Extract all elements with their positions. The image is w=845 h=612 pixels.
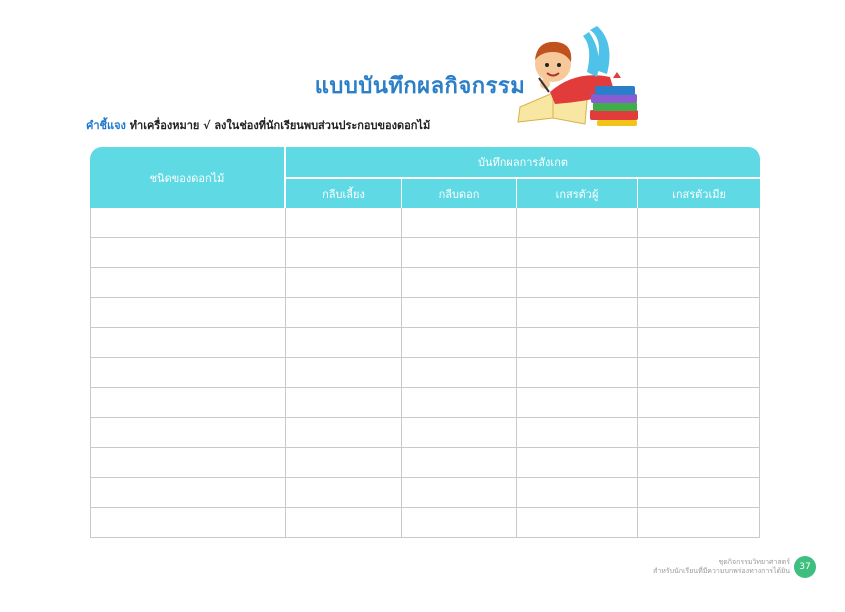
flower-type-cell[interactable]	[90, 298, 286, 328]
table-row	[90, 238, 760, 268]
flower-type-cell[interactable]	[90, 328, 286, 358]
page-title: แบบบันทึกผลกิจกรรม	[314, 74, 526, 99]
checkmark-cell[interactable]	[517, 418, 638, 448]
checkmark-cell[interactable]	[638, 418, 760, 448]
flower-type-cell[interactable]	[90, 478, 286, 508]
checkmark-cell[interactable]	[286, 208, 402, 238]
page-number-badge: 37	[794, 556, 816, 578]
flower-type-cell[interactable]	[90, 268, 286, 298]
checkmark-cell[interactable]	[517, 328, 638, 358]
footer-text	[653, 558, 790, 576]
checkmark-cell[interactable]	[517, 478, 638, 508]
checkmark-cell[interactable]	[517, 208, 638, 238]
checkmark-cell[interactable]	[638, 358, 760, 388]
checkmark-cell[interactable]	[286, 238, 402, 268]
checkmark-cell[interactable]	[402, 388, 517, 418]
checkmark-cell[interactable]	[638, 268, 760, 298]
instruction-text: ทำเครื่องหมาย √ ลงในช่องที่นักเรียนพบส่วนประกอบของดอกไม้	[129, 119, 431, 132]
checkmark-cell[interactable]	[402, 418, 517, 448]
boy-reading-illustration	[515, 22, 645, 130]
header-observation: บันทึกผลการสังเกต	[286, 147, 760, 179]
footer-book-title: ชุดกิจกรรมวิทยาศาสตร์	[718, 558, 790, 566]
checkmark-cell[interactable]	[286, 358, 402, 388]
flower-type-cell[interactable]	[90, 508, 286, 538]
checkmark-cell[interactable]	[638, 208, 760, 238]
checkmark-cell[interactable]	[517, 508, 638, 538]
table-body	[90, 208, 760, 538]
header-stamen: เกสรตัวผู้	[517, 179, 638, 208]
activity-record-table	[90, 147, 760, 538]
checkmark-cell[interactable]	[517, 268, 638, 298]
table-row	[90, 478, 760, 508]
flower-type-cell[interactable]	[90, 418, 286, 448]
checkmark-cell[interactable]	[402, 478, 517, 508]
checkmark-cell[interactable]	[638, 478, 760, 508]
checkmark-cell[interactable]	[402, 328, 517, 358]
flower-type-cell[interactable]	[90, 238, 286, 268]
header-petal: กลีบดอก	[402, 179, 517, 208]
checkmark-cell[interactable]	[638, 448, 760, 478]
checkmark-cell[interactable]	[638, 328, 760, 358]
table-row	[90, 388, 760, 418]
checkmark-cell[interactable]	[286, 508, 402, 538]
checkmark-cell[interactable]	[517, 448, 638, 478]
checkmark-cell[interactable]	[638, 508, 760, 538]
checkmark-cell[interactable]	[638, 238, 760, 268]
checkmark-cell[interactable]	[517, 298, 638, 328]
checkmark-cell[interactable]	[402, 508, 517, 538]
checkmark-cell[interactable]	[402, 358, 517, 388]
table-row	[90, 418, 760, 448]
header-flower-type: ชนิดของดอกไม้	[90, 147, 286, 208]
checkmark-cell[interactable]	[286, 298, 402, 328]
table-row	[90, 268, 760, 298]
checkmark-cell[interactable]	[286, 268, 402, 298]
table-row	[90, 208, 760, 238]
instruction-line	[86, 116, 430, 134]
checkmark-cell[interactable]	[286, 448, 402, 478]
checkmark-cell[interactable]	[286, 478, 402, 508]
checkmark-cell[interactable]	[402, 448, 517, 478]
footer-subtitle: สำหรับนักเรียนที่มีความบกพร่องทางการได้ยิน	[653, 567, 790, 575]
table-row	[90, 508, 760, 538]
checkmark-cell[interactable]	[638, 388, 760, 418]
checkmark-cell[interactable]	[286, 328, 402, 358]
header-pistil: เกสรตัวเมีย	[638, 179, 760, 208]
checkmark-cell[interactable]	[402, 238, 517, 268]
table-row	[90, 358, 760, 388]
table-row	[90, 328, 760, 358]
checkmark-cell[interactable]	[286, 388, 402, 418]
checkmark-cell[interactable]	[517, 358, 638, 388]
checkmark-cell[interactable]	[638, 298, 760, 328]
flower-type-cell[interactable]	[90, 358, 286, 388]
checkmark-cell[interactable]	[286, 418, 402, 448]
checkmark-cell[interactable]	[402, 298, 517, 328]
flower-type-cell[interactable]	[90, 208, 286, 238]
checkmark-cell[interactable]	[402, 268, 517, 298]
table-row	[90, 448, 760, 478]
header-sepal: กลีบเลี้ยง	[286, 179, 402, 208]
flower-type-cell[interactable]	[90, 448, 286, 478]
checkmark-cell[interactable]	[402, 208, 517, 238]
checkmark-cell[interactable]	[517, 238, 638, 268]
checkmark-cell[interactable]	[517, 388, 638, 418]
table-row	[90, 298, 760, 328]
flower-type-cell[interactable]	[90, 388, 286, 418]
instruction-label: คำชี้แจง	[86, 119, 126, 132]
